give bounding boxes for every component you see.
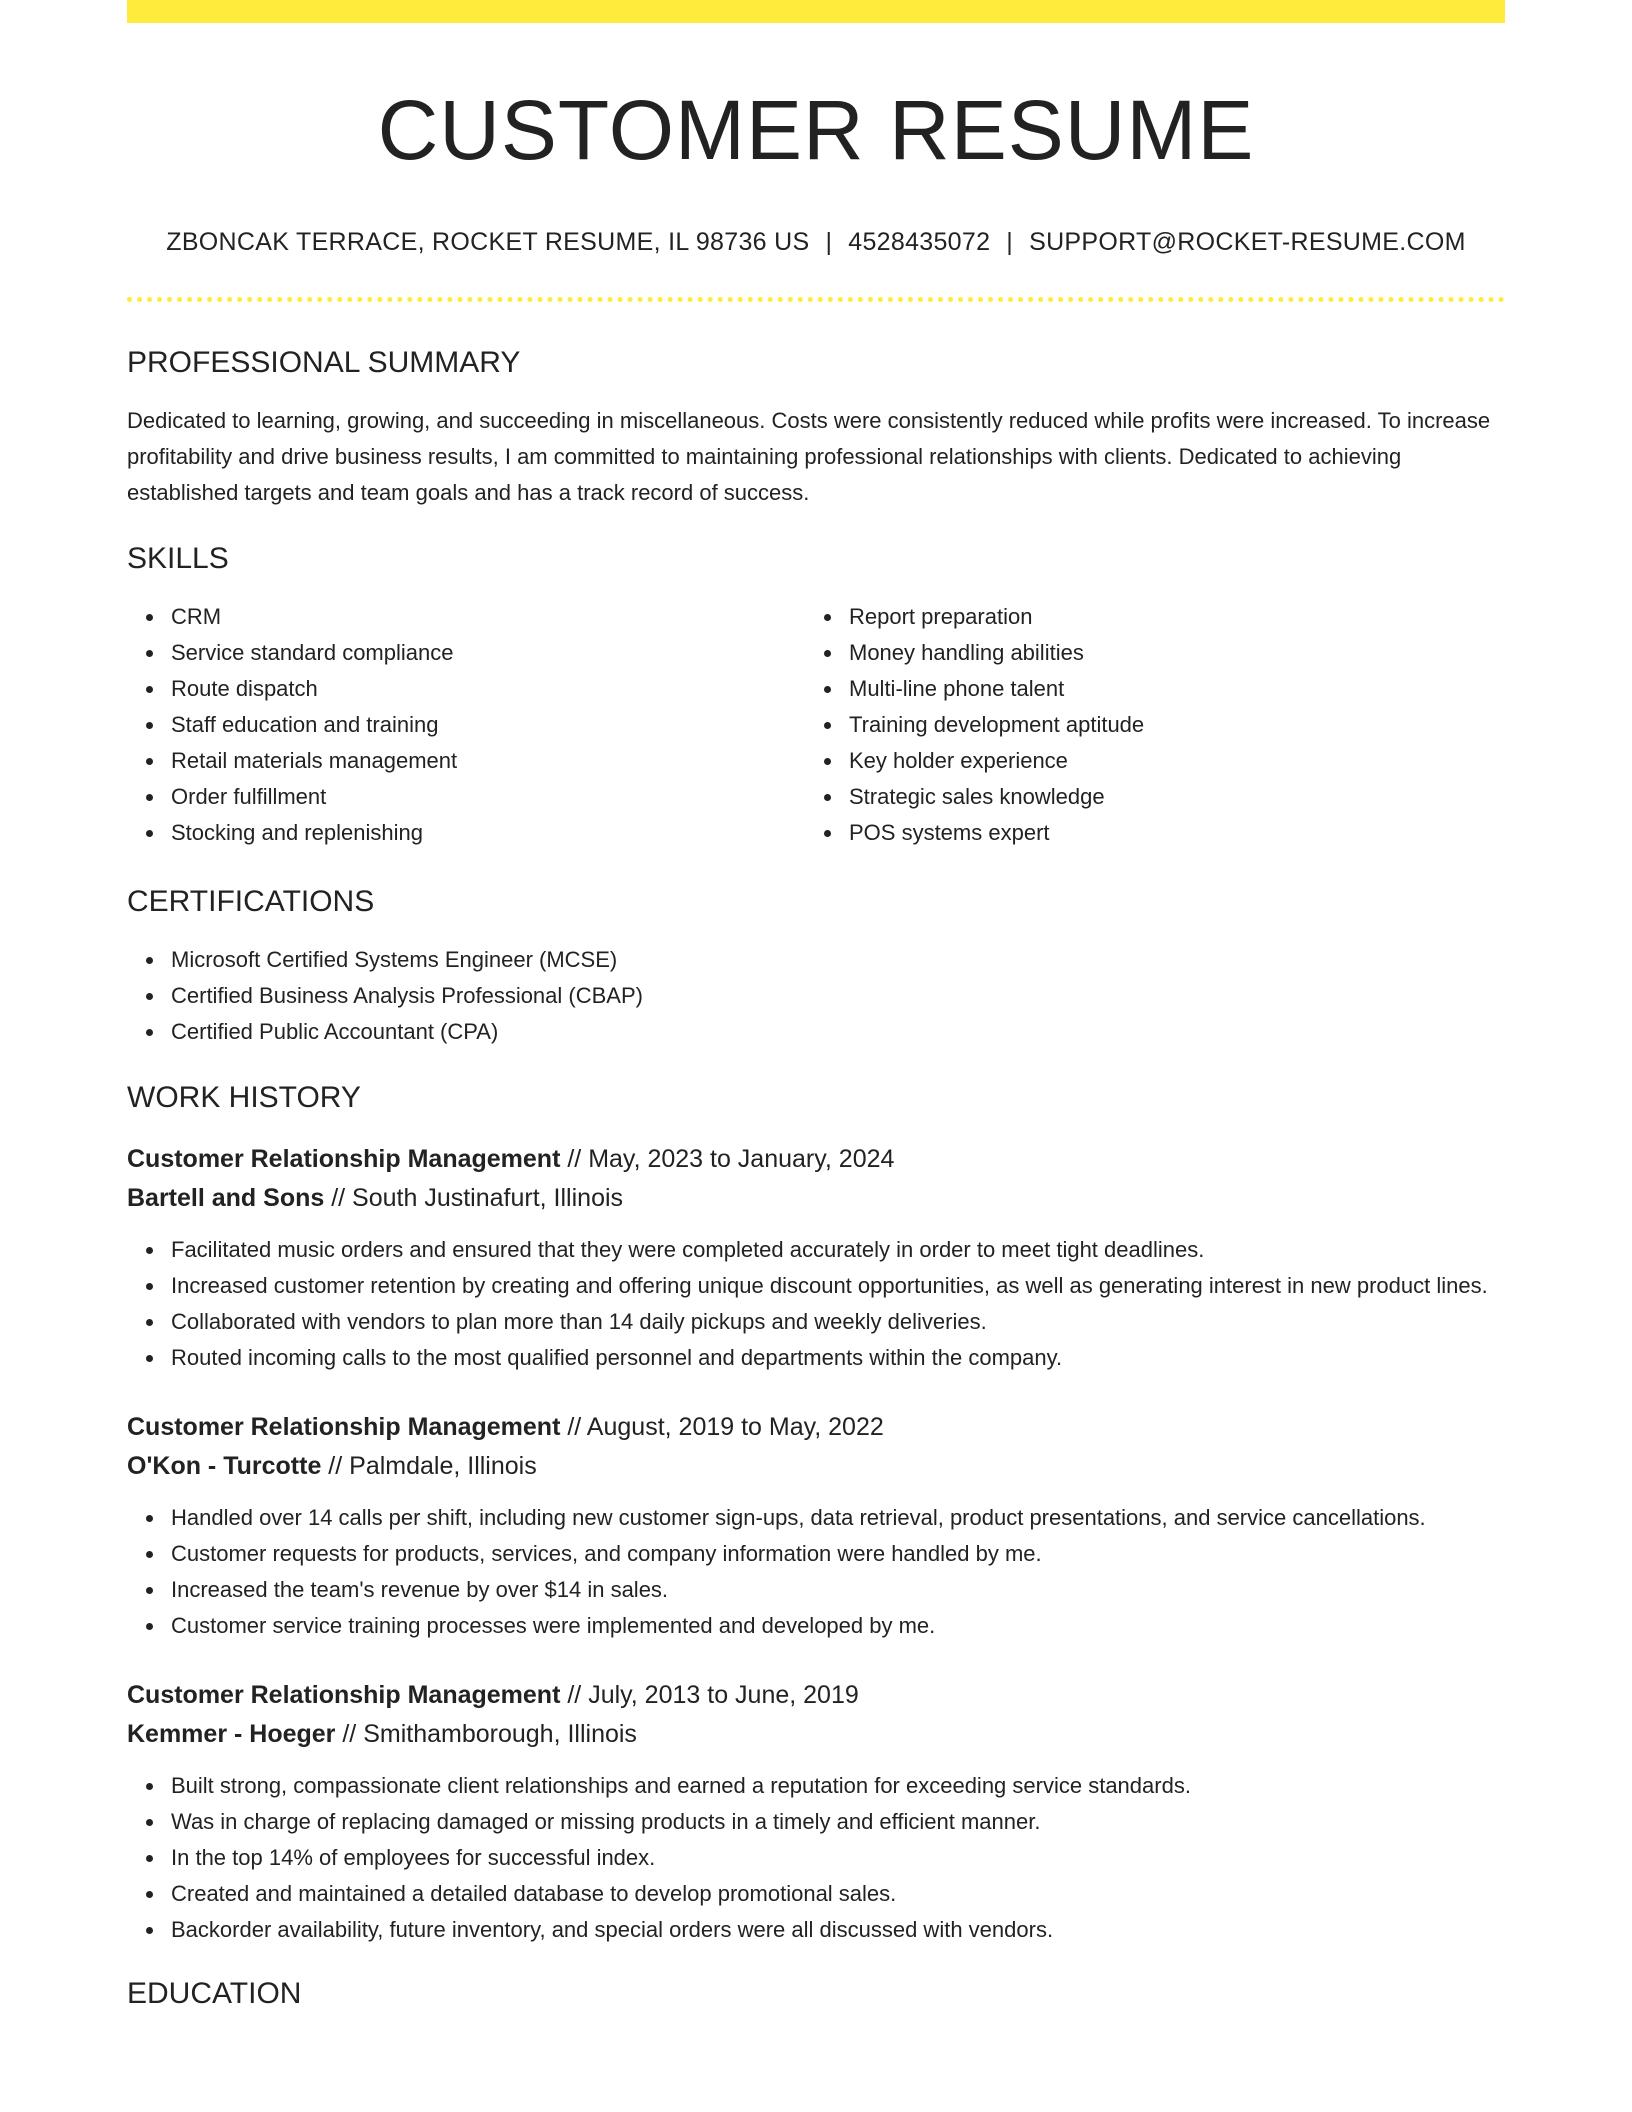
job-bullets xyxy=(127,1500,1505,1644)
skill-item: Strategic sales knowledge xyxy=(805,779,1483,815)
job-bullets xyxy=(127,1232,1505,1376)
job-bullet: In the top 14% of employees for successful index. xyxy=(127,1840,1505,1876)
accent-top-bar xyxy=(127,0,1505,23)
certification-item: Microsoft Certified Systems Engineer (MCSE) xyxy=(127,942,1505,978)
job-bullet: Backorder availability, future inventory, and special orders were all discussed with vendors. xyxy=(127,1912,1505,1948)
job-dates: // May, 2023 to January, 2024 xyxy=(560,1145,895,1173)
education-heading: EDUCATION xyxy=(127,1977,302,2010)
skill-item: Order fulfillment xyxy=(127,779,805,815)
contact-separator: | xyxy=(825,228,833,256)
job-company: Kemmer - Hoeger xyxy=(127,1720,336,1748)
job-entry xyxy=(127,1140,1505,1376)
skills-heading: SKILLS xyxy=(127,542,229,575)
job-company-line xyxy=(127,1179,1505,1218)
skill-item: Report preparation xyxy=(805,599,1483,635)
job-bullet: Customer requests for products, services, and company information were handled by me. xyxy=(127,1536,1505,1572)
skill-item: Retail materials management xyxy=(127,743,805,779)
contact-address: ZBONCAK TERRACE, ROCKET RESUME, IL 98736 US xyxy=(166,228,810,256)
skill-item: Key holder experience xyxy=(805,743,1483,779)
job-company-line xyxy=(127,1447,1505,1486)
job-title: Customer Relationship Management xyxy=(127,1145,561,1173)
job-dates: // August, 2019 to May, 2022 xyxy=(560,1413,884,1441)
skills-list-right xyxy=(805,599,1483,851)
job-title: Customer Relationship Management xyxy=(127,1413,561,1441)
job-bullet: Facilitated music orders and ensured that they were completed accurately in order to meet tight deadlines. xyxy=(127,1232,1505,1268)
job-bullet: Routed incoming calls to the most qualified personnel and departments within the company. xyxy=(127,1340,1505,1376)
certifications-list xyxy=(127,942,1505,1050)
skill-item: Multi-line phone talent xyxy=(805,671,1483,707)
job-bullet: Built strong, compassionate client relationships and earned a reputation for exceeding service standards. xyxy=(127,1768,1505,1804)
job-title: Customer Relationship Management xyxy=(127,1681,561,1709)
dotted-divider xyxy=(127,297,1505,302)
contact-phone: 4528435072 xyxy=(848,228,991,256)
job-location: // Smithamborough, Illinois xyxy=(335,1720,637,1748)
skill-item: POS systems expert xyxy=(805,815,1483,851)
contact-line xyxy=(127,227,1505,257)
skill-item: Money handling abilities xyxy=(805,635,1483,671)
job-company: Bartell and Sons xyxy=(127,1184,325,1212)
job-bullet: Increased the team's revenue by over $14 in sales. xyxy=(127,1572,1505,1608)
job-title-line xyxy=(127,1676,1505,1715)
job-bullet: Customer service training processes were implemented and developed by me. xyxy=(127,1608,1505,1644)
work-history-heading: WORK HISTORY xyxy=(127,1081,361,1114)
job-bullet: Collaborated with vendors to plan more than 14 daily pickups and weekly deliveries. xyxy=(127,1304,1505,1340)
job-dates: // July, 2013 to June, 2019 xyxy=(560,1681,859,1709)
summary-heading: PROFESSIONAL SUMMARY xyxy=(127,346,521,379)
job-title-line xyxy=(127,1140,1505,1179)
job-location: // South Justinafurt, Illinois xyxy=(324,1184,624,1212)
skill-item: Service standard compliance xyxy=(127,635,805,671)
certifications-heading: CERTIFICATIONS xyxy=(127,885,375,918)
job-company-line xyxy=(127,1715,1505,1754)
certification-item: Certified Public Accountant (CPA) xyxy=(127,1014,1505,1050)
summary-text: Dedicated to learning, growing, and succeeding in miscellaneous. Costs were consistently reduced while profits were increased. To increase profitability and drive business results, I am committed to maintaining professional relationships with clients. Dedicated to achieving established targets and team goals and has a track record of success. xyxy=(127,408,1491,505)
job-bullets xyxy=(127,1768,1505,1948)
skill-item: Stocking and replenishing xyxy=(127,815,805,851)
job-location: // Palmdale, Illinois xyxy=(321,1452,537,1480)
job-bullet: Was in charge of replacing damaged or missing products in a timely and efficient manner. xyxy=(127,1804,1505,1840)
skills-columns xyxy=(127,599,1505,851)
job-company: O'Kon - Turcotte xyxy=(127,1452,322,1480)
contact-email[interactable]: SUPPORT@ROCKET-RESUME.COM xyxy=(1029,228,1466,256)
job-entry xyxy=(127,1408,1505,1644)
skill-item: Staff education and training xyxy=(127,707,805,743)
job-entry xyxy=(127,1676,1505,1948)
job-title-line xyxy=(127,1408,1505,1447)
skill-item: Training development aptitude xyxy=(805,707,1483,743)
resume-page xyxy=(127,0,1505,2012)
skill-item: CRM xyxy=(127,599,805,635)
job-bullet: Created and maintained a detailed database to develop promotional sales. xyxy=(127,1876,1505,1912)
contact-separator: | xyxy=(1006,228,1014,256)
skill-item: Route dispatch xyxy=(127,671,805,707)
job-bullet: Handled over 14 calls per shift, including new customer sign-ups, data retrieval, product presentations, and service cancellations. xyxy=(127,1500,1505,1536)
resume-title: CUSTOMER RESUME xyxy=(377,83,1255,177)
job-bullet: Increased customer retention by creating and offering unique discount opportunities, as well as generating interest in new product lines. xyxy=(127,1268,1505,1304)
skills-list-left xyxy=(127,599,805,851)
certification-item: Certified Business Analysis Professional (CBAP) xyxy=(127,978,1505,1014)
